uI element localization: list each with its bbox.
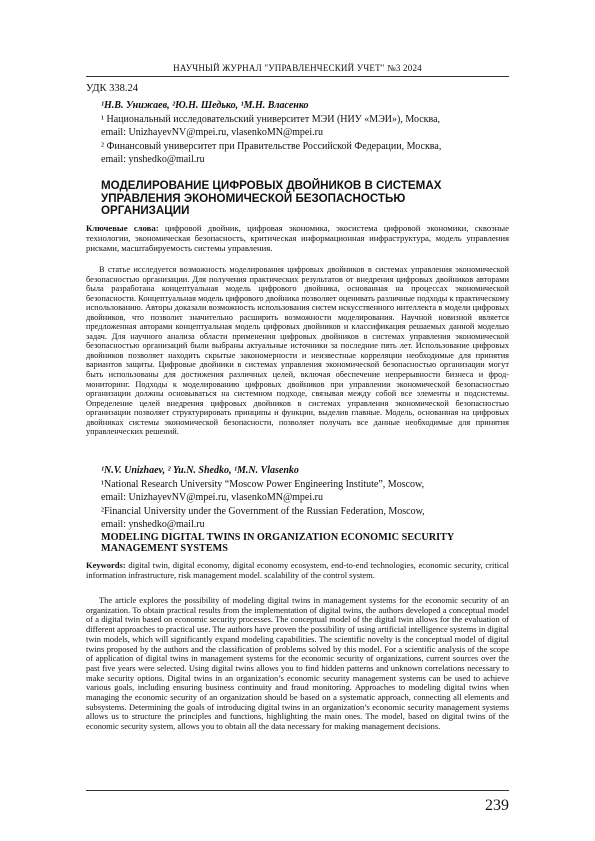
en-affiliations [101,478,509,532]
ru-affiliation-1: ¹ Национальный исследовательский университет МЭИ (НИУ «МЭИ»), Москва, [101,114,441,125]
ru-abstract [86,265,509,437]
ru-abstract-text: В статье исследуется возможность моделирования цифровых двойников в системах управления экономической безопасностью организации. Для получения практических результатов от внедрения цифровых двойников авторами была разработана концептуальная модель цифрового двойника, основанная на процессах экономической безопасности. Концептуальная модель цифрового двойника позволяет оценивать различные подходы к практическому использованию. Авторы доказали возможность использования систем искусственного интеллекта в модели цифровых двойников, что позволит значительно расширить возможности моделирования. Научной новизной является предложенная авторами концептуальная модель цифровых двойников и классификация решаемых данной моделью задач. Для научного анализа области применения цифровых двойников в системах управления экономической безопасностью организаций были выбраны актуальные источники за последние пять лет. Использование цифровых двойников позволяет находить скрытые закономерности и неизвестные корреляции необходимые для принятия вариантов защиты. Цифровые двойники в системах управления экономической безопасностью организации могут быть использованы для достижения различных целей, включая обеспечение непрерывности бизнеса и фрод-мониторинг. Подходы к моделированию цифровых двойников при управлении экономической безопасностью организации должны основываться на системном подходе, связывая между собой все элементы и подсистемы. Определение целей внедрения цифровых двойников в системах управления экономической безопасностью организации позволяет структурировать принципы и функции, выделив главные. Модель, основанная на цифровых двойниках системы экономической безопасности, позволяет получать все данные необходимые для принятия управленческих решений. [86,265,509,437]
page-number: 239 [485,797,509,814]
footer-rule [86,790,509,791]
ru-email-1: email: UnizhayevNV@mpei.ru, vlasenkoMN@mpei.ru [101,127,323,139]
en-abstract-text: The article explores the possibility of modeling digital twins in management systems for the economic security of an organization. To obtain practical results from the implementation of digital twins, the authors developed a conceptual model of a digital twin based on economic security processes. The conceptual model of the digital twin allows for the evaluation of different approaches to practical use. The authors have proven the possibility of using artificial intelligence systems in digital twin models, which will significantly expand modeling capabilities. The scientific novelty is the conceptual model of digital twins proposed by the authors and the classification of problems solved by this model. For a scientific analysis of the scope of application of digital twins in management systems for the economic security of organizations, current sources over the past five years were selected. Using digital twins allows you to find hidden patterns and unknown correlations necessary to make security options. Digital twins in an organization’s economic security management systems can be used to achieve various goals, including ensuring business continuity and fraud monitoring. Approaches to modeling digital twins when managing the economic security of an organization should be based on a systematic approach, connecting all elements and subsystems. Determining the goals of introducing digital twins in an organization’s economic security management systems allows us to structure the principles and functions, highlighting the main ones. The model, based on digital twins of the economic security system, allows you to obtain all the data necessary for making management decisions. [86,595,509,732]
en-email-2: email: ynshedko@mail.ru [101,519,205,531]
en-authors: ¹N.V. Unizhaev, ² Yu.N. Shedko, ¹M.N. Vlasenko [101,465,299,476]
ru-title: МОДЕЛИРОВАНИЕ ЦИФРОВЫХ ДВОЙНИКОВ В СИСТЕМАХ УПРАВЛЕНИЯ ЭКОНОМИЧЕСКОЙ БЕЗОПАСНОСТЬЮ ОРГАНИЗАЦИИ [101,179,442,218]
ru-authors: ¹Н.В. Унижаев, ²Ю.Н. Шедько, ¹М.Н. Власенко [101,100,309,111]
header-rule [86,76,509,77]
running-header: НАУЧНЫЙ ЖУРНАЛ "УПРАВЛЕНЧЕСКИЙ УЧЕТ" №3 2024 [173,63,422,73]
ru-keywords [86,223,509,254]
en-keywords-text: digital twin, digital economy, digital economy ecosystem, end-to-end technologies, economic security, critical information infrastructure, risk management model. scalability of the control system. [86,560,509,581]
en-keywords [86,560,509,580]
en-email-1: email: UnizhayevNV@mpei.ru, vlasenkoMN@mpei.ru [101,492,323,504]
ru-affiliation-2: ² Финансовый университет при Правительстве Российской Федерации, Москва, [101,140,442,152]
ru-affiliations [101,113,509,167]
en-keywords-label: Keywords: [86,560,126,570]
ru-keywords-text: цифровой двойник, цифровая экономика, экосистема цифровой экономики, сквозные технологии, экономическая безопасность, критическая информационная инфраструктура, модель управления рисками, масштабируемость системы управления. [86,223,509,254]
en-affiliation-2: ²Financial University under the Government of the Russian Federation, Moscow, [101,505,425,517]
en-abstract [86,596,509,732]
en-affiliation-1: ¹National Research University “Moscow Power Engineering Institute”, Moscow, [101,479,425,490]
en-title: MODELING DIGITAL TWINS IN ORGANIZATION ECONOMIC SECURITY MANAGEMENT SYSTEMS [101,532,454,555]
udk-code: УДК 338.24 [86,83,139,94]
ru-email-2: email: ynshedko@mail.ru [101,154,205,166]
ru-keywords-label: Ключевые слова: [86,223,159,233]
